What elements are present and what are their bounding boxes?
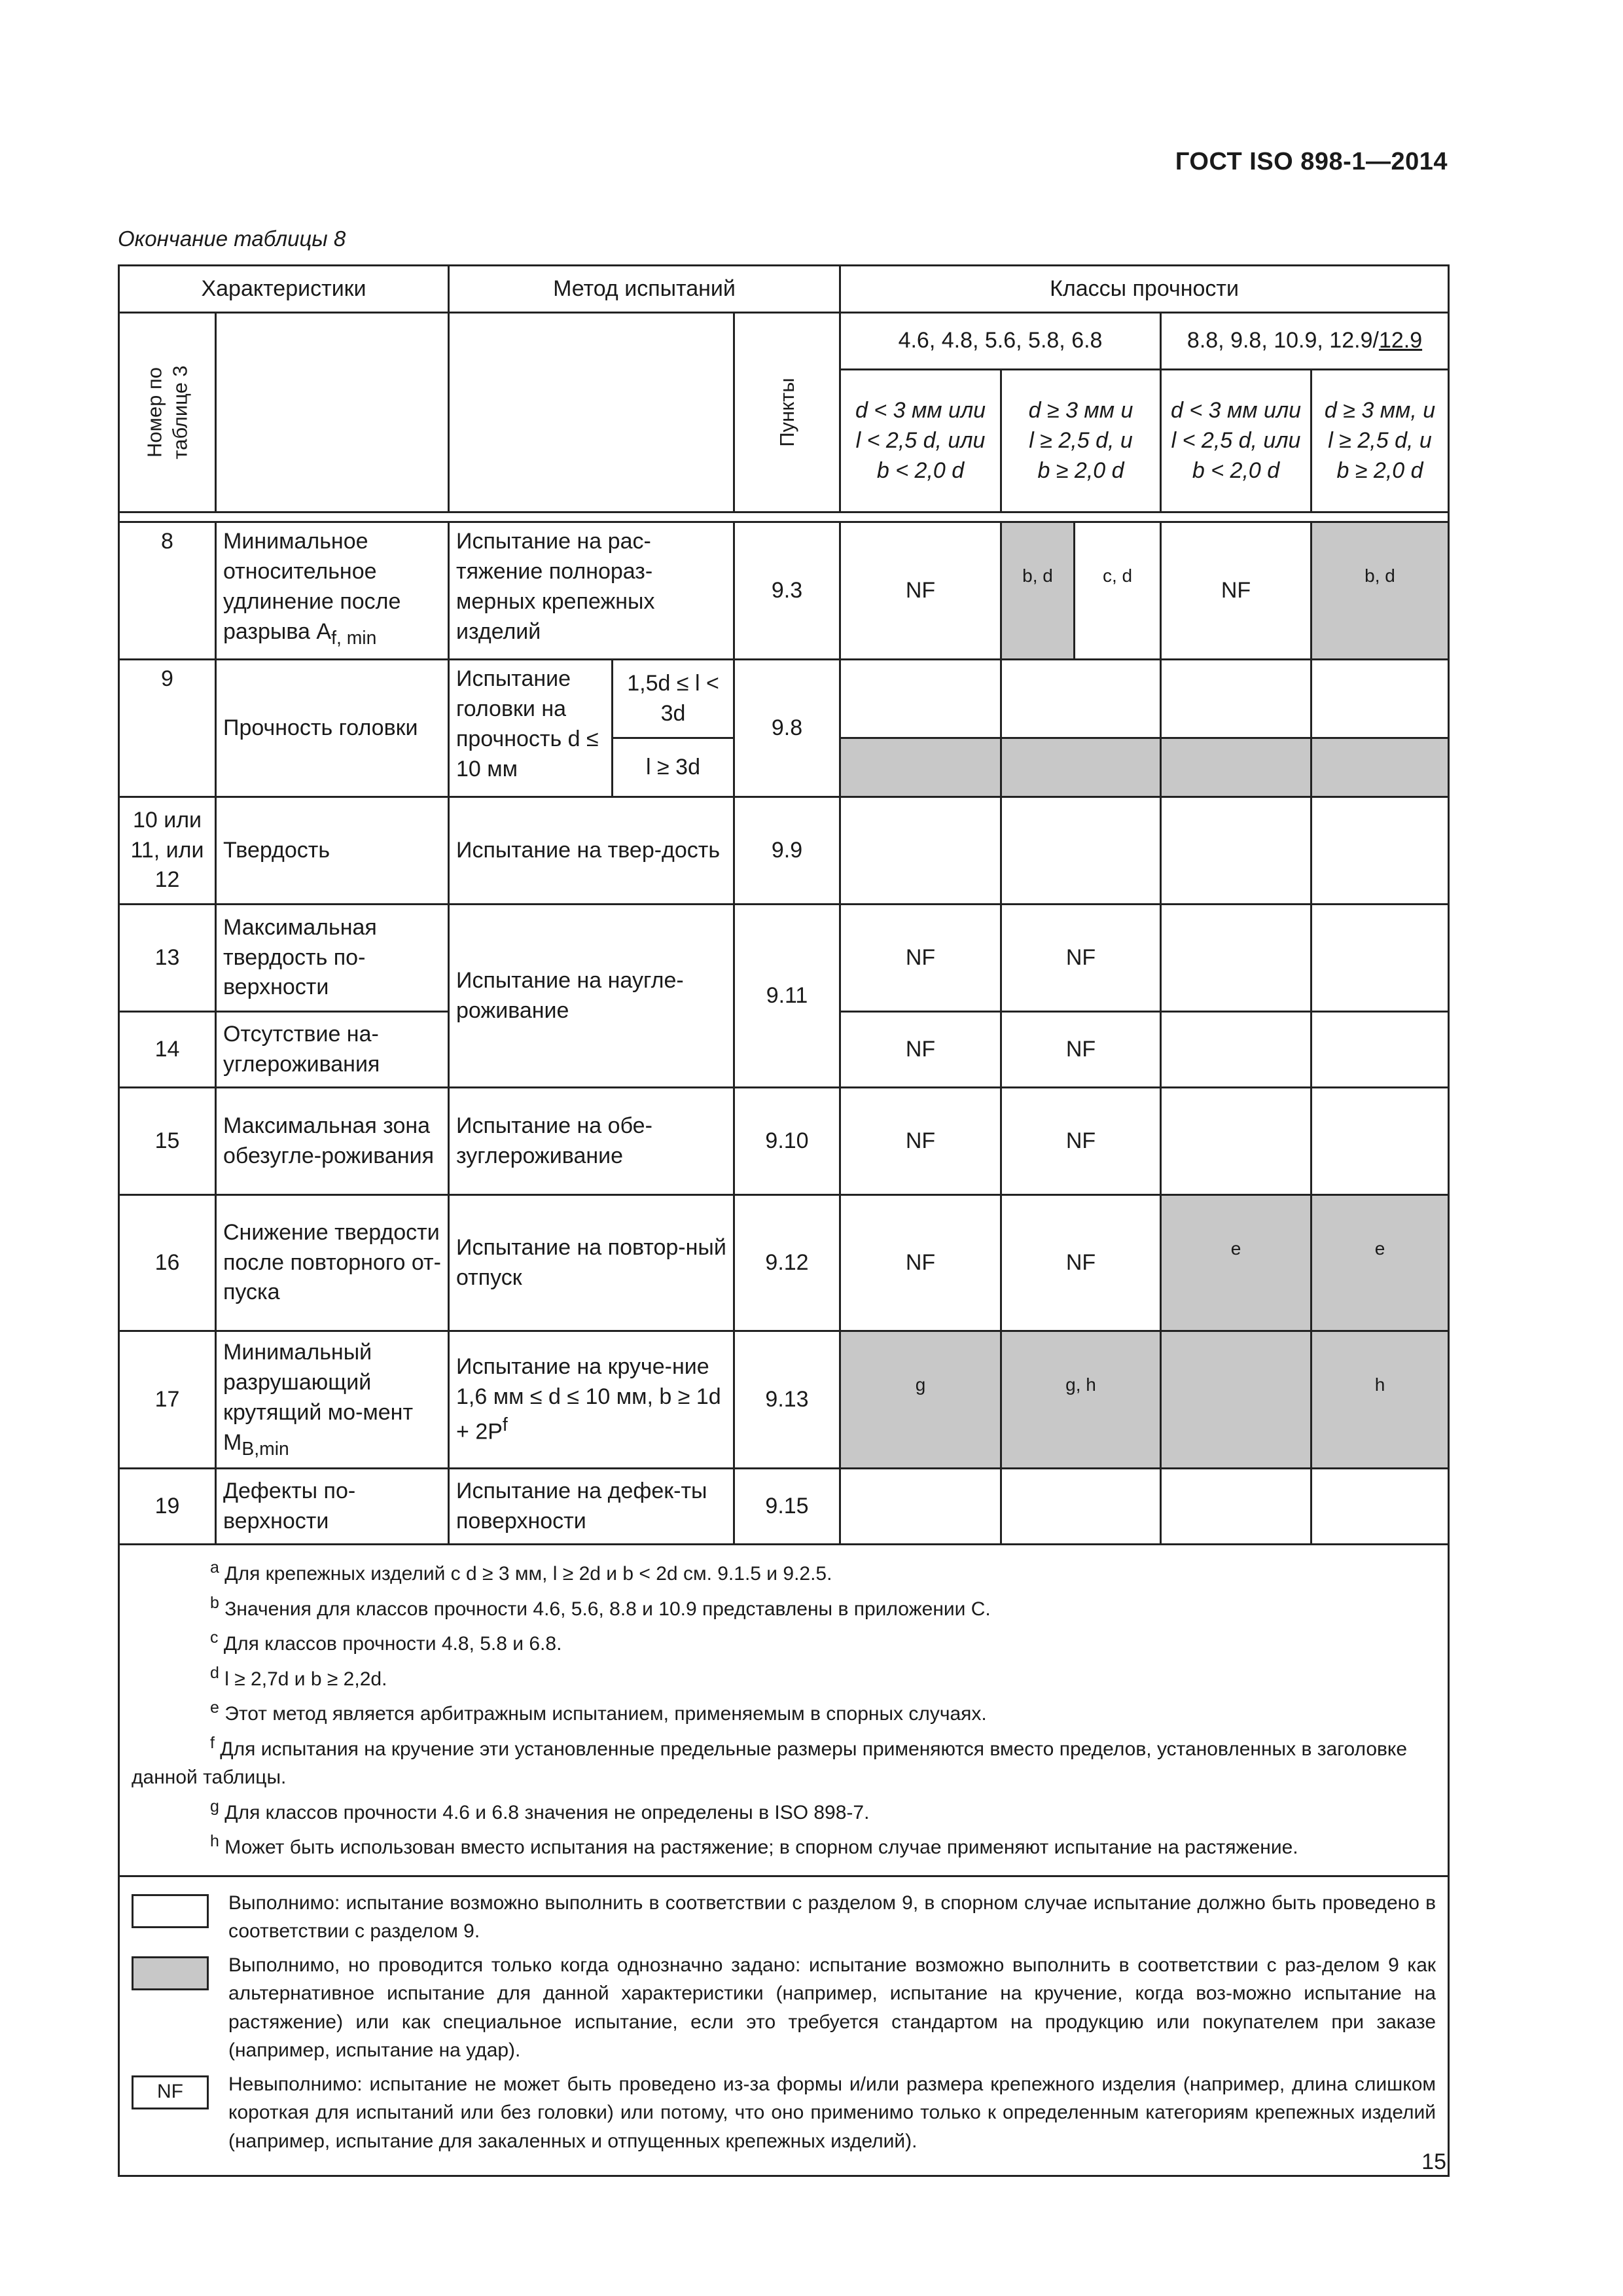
cell-empty bbox=[1311, 905, 1449, 1012]
header-empty-char bbox=[216, 313, 449, 512]
cell-nf: NF bbox=[1001, 1012, 1161, 1088]
header-group-high-underlined: 12.9 bbox=[1378, 328, 1423, 353]
table-row bbox=[119, 522, 1449, 660]
header-number bbox=[119, 313, 216, 512]
row-number: 15 bbox=[119, 1088, 216, 1195]
cell-grey bbox=[1001, 738, 1161, 797]
cell-nf: NF bbox=[840, 905, 1001, 1012]
header-method: Метод испытаний bbox=[449, 266, 840, 313]
header-number-line2: таблице 3 bbox=[168, 365, 191, 459]
cell-nf: NF bbox=[840, 1088, 1001, 1195]
header-characteristics: Характеристики bbox=[119, 266, 449, 313]
row-number: 16 bbox=[119, 1195, 216, 1331]
footnote: $^c$ Для классов прочности 4.8, 5.8 и 6.8. bbox=[210, 1628, 562, 1655]
footnote: $^a$ Для крепежных изделий с d ≥ 3 мм, l ≥ 2d и b < 2d см. 9.1.5 и 9.2.5. bbox=[210, 1558, 832, 1585]
row-characteristic: Твердость bbox=[216, 797, 449, 905]
row-characteristic: Отсутствие на-углероживания bbox=[216, 1012, 449, 1088]
row-number: 10 или 11, или 12 bbox=[119, 797, 216, 905]
page-number: 15 bbox=[1421, 2149, 1446, 2174]
footnote: $^e$ Этот метод является арбитражным испытанием, применяемым в спорных случаях. bbox=[210, 1698, 987, 1725]
row-method: Испытание на твер-дость bbox=[449, 797, 734, 905]
cell-empty bbox=[1311, 660, 1449, 738]
header-clauses bbox=[734, 313, 840, 512]
row-number: 19 bbox=[119, 1469, 216, 1545]
cell-nf: NF bbox=[1001, 905, 1161, 1012]
cell-nf: NF bbox=[1161, 522, 1311, 660]
legend-swatch-white bbox=[132, 1894, 209, 1928]
row-method: Испытание на дефек-ты поверхности bbox=[449, 1469, 734, 1545]
cell-note: e bbox=[1311, 1195, 1449, 1331]
cell-empty bbox=[1161, 1012, 1311, 1088]
row-characteristic: Снижение твердости после повторного от-пуска bbox=[216, 1195, 449, 1331]
row-characteristic: Прочность головки bbox=[216, 660, 449, 797]
header-separator bbox=[119, 512, 1449, 522]
cell-grey bbox=[1161, 1331, 1311, 1469]
table-caption: Окончание таблицы 8 bbox=[118, 226, 346, 251]
row-method: Испытание на обе-зуглероживание bbox=[449, 1088, 734, 1195]
cell-empty bbox=[1311, 1469, 1449, 1545]
cell-grey bbox=[840, 738, 1001, 797]
row-number: 13 bbox=[119, 905, 216, 1012]
footnotes bbox=[119, 1545, 1449, 1876]
cell-note: c, d bbox=[1075, 522, 1161, 660]
cell-empty bbox=[840, 1469, 1001, 1545]
legend-text: Выполнимо, но проводится только когда однозначно задано: испытание возможно выполнить в соответствии с раз-делом 9 как альтернативное испытание для данной характеристики (например, испытание на кручение, когда воз-можно испытание на растяжение) или как специальное испытание, если это требуется стандартом на продукцию или покупателем при заказе (например, испытание на удар). bbox=[228, 1954, 1436, 2061]
table-row bbox=[119, 797, 1449, 905]
row-clause: 9.11 bbox=[734, 905, 840, 1088]
cell-empty bbox=[840, 797, 1001, 905]
cell-nf: NF bbox=[840, 1195, 1001, 1331]
cell-note: h bbox=[1311, 1331, 1449, 1469]
cell-nf: NF bbox=[1001, 1088, 1161, 1195]
cell-note: g, h bbox=[1001, 1331, 1161, 1469]
cell-empty bbox=[1311, 797, 1449, 905]
legend-item-not-feasible bbox=[132, 2070, 1436, 2156]
cell-grey bbox=[1161, 738, 1311, 797]
footnote: $^b$ Значения для классов прочности 4.6, 5.6, 8.8 и 10.9 представлены в приложении С. bbox=[210, 1593, 991, 1620]
header-group-low: 4.6, 4.8, 5.6, 5.8, 6.8 bbox=[840, 313, 1161, 370]
cell-nf: NF bbox=[840, 522, 1001, 660]
cell-empty bbox=[1161, 905, 1311, 1012]
cell-nf: NF bbox=[1001, 1195, 1161, 1331]
row-clause: 9.15 bbox=[734, 1469, 840, 1545]
subheader-2: d ≥ 3 мм и l ≥ 2,5 d, и b ≥ 2,0 d bbox=[1001, 370, 1161, 512]
cell-note: b, d bbox=[1001, 522, 1075, 660]
header-empty-method bbox=[449, 313, 734, 512]
header-number-line1: Номер по bbox=[142, 367, 166, 458]
cell-empty bbox=[1311, 1012, 1449, 1088]
row-clause: 9.8 bbox=[734, 660, 840, 797]
strength-classes-table bbox=[118, 264, 1450, 2177]
cell-empty bbox=[1161, 797, 1311, 905]
cell-note: g bbox=[840, 1331, 1001, 1469]
row-clause: 9.12 bbox=[734, 1195, 840, 1331]
table-row bbox=[119, 1195, 1449, 1331]
row-characteristic: Минимальный разрушающий крутящий мо-мент $M_{B,min}$ bbox=[216, 1331, 449, 1469]
legend-text: Выполнимо: испытание возможно выполнить в соответствии с разделом 9, в спорном случае испытание должно быть проведено в соответствии с разделом 9. bbox=[228, 1892, 1436, 1942]
subheader-3: d < 3 мм или l < 2,5 d, или b < 2,0 d bbox=[1161, 370, 1311, 512]
footnote: $^f$ Для испытания на кручение эти установленные предельные размеры применяются вместо пределов, установленных в заголовке данной таблицы. bbox=[132, 1733, 1408, 1788]
cell-empty bbox=[1001, 1469, 1161, 1545]
row-characteristic: Минимальное относительное удлинение после разрыва $A_{f, min}$ bbox=[216, 522, 449, 660]
row-method: Испытание на рас-тяжение полнораз-мерных крепежных изделий bbox=[449, 522, 734, 660]
table-row bbox=[119, 660, 1449, 738]
row-method: Испытание на наугле-роживание bbox=[449, 905, 734, 1088]
cell-empty bbox=[1161, 660, 1311, 738]
row-number: 17 bbox=[119, 1331, 216, 1469]
cell-empty bbox=[1001, 797, 1161, 905]
subheader-4: d ≥ 3 мм, и l ≥ 2,5 d, и b ≥ 2,0 d bbox=[1311, 370, 1449, 512]
row-condition: l ≥ 3d bbox=[613, 738, 734, 797]
table-row bbox=[119, 1088, 1449, 1195]
legend-text: Невыполнимо: испытание не может быть проведено из-за формы и/или размера крепежного изделия (например, длина слишком короткая для испытаний или без головки) или потому, что оно применимо только к определенным категориям крепежных изделий (например, испытание для закаленных и отпущенных крепежных изделий). bbox=[228, 2073, 1436, 2152]
legend-item-conditional bbox=[132, 1951, 1436, 2065]
document-header: ГОСТ ISO 898-1—2014 bbox=[1175, 148, 1448, 175]
row-method: Испытание головки на прочность d ≤ 10 мм bbox=[449, 660, 613, 797]
table-row bbox=[119, 1469, 1449, 1545]
row-method: Испытание на круче-ние 1,6 мм ≤ d ≤ 10 мм, $b \ge 1d + 2P^f$ bbox=[449, 1331, 734, 1469]
row-characteristic: Максимальная твердость по-верхности bbox=[216, 905, 449, 1012]
legend-swatch-nf: NF bbox=[132, 2075, 209, 2109]
row-method: Испытание на повтор-ный отпуск bbox=[449, 1195, 734, 1331]
footnote: $^g$ Для классов прочности 4.6 и 6.8 значения не определены в ISO 898-7. bbox=[210, 1797, 870, 1823]
row-characteristic: Максимальная зона обезугле-роживания bbox=[216, 1088, 449, 1195]
cell-nf: NF bbox=[840, 1012, 1001, 1088]
header-clauses-label: Пункты bbox=[775, 378, 798, 447]
cell-grey bbox=[1311, 738, 1449, 797]
legend bbox=[119, 1876, 1449, 2176]
row-characteristic: Дефекты по-верхности bbox=[216, 1469, 449, 1545]
cell-empty bbox=[1001, 660, 1161, 738]
row-clause: 9.9 bbox=[734, 797, 840, 905]
row-clause: 9.13 bbox=[734, 1331, 840, 1469]
row-clause: 9.3 bbox=[734, 522, 840, 660]
header-group-high bbox=[1161, 313, 1449, 370]
row-clause: 9.10 bbox=[734, 1088, 840, 1195]
legend-swatch-grey bbox=[132, 1956, 209, 1990]
row-number: 8 bbox=[119, 522, 216, 660]
row-condition: 1,5d ≤ l < 3d bbox=[613, 660, 734, 738]
cell-empty bbox=[1161, 1469, 1311, 1545]
table-row bbox=[119, 1331, 1449, 1469]
row-number: 14 bbox=[119, 1012, 216, 1088]
cell-empty bbox=[840, 660, 1001, 738]
cell-empty bbox=[1311, 1088, 1449, 1195]
table-row bbox=[119, 905, 1449, 1012]
legend-item-feasible bbox=[132, 1889, 1436, 1946]
cell-note: e bbox=[1161, 1195, 1311, 1331]
cell-note: b, d bbox=[1311, 522, 1449, 660]
header-classes: Классы прочности bbox=[840, 266, 1449, 313]
cell-empty bbox=[1161, 1088, 1311, 1195]
subheader-1: d < 3 мм или l < 2,5 d, или b < 2,0 d bbox=[840, 370, 1001, 512]
row-number: 9 bbox=[119, 660, 216, 797]
footnote: $^h$ Может быть использован вместо испытания на растяжение; в спорном случае применяют испытание на растяжение. bbox=[210, 1832, 1298, 1858]
header-group-high-prefix: 8.8, 9.8, 10.9, 12.9/ bbox=[1186, 328, 1379, 353]
footnote: $^d$ l ≥ 2,7d и b ≥ 2,2d. bbox=[210, 1663, 387, 1690]
